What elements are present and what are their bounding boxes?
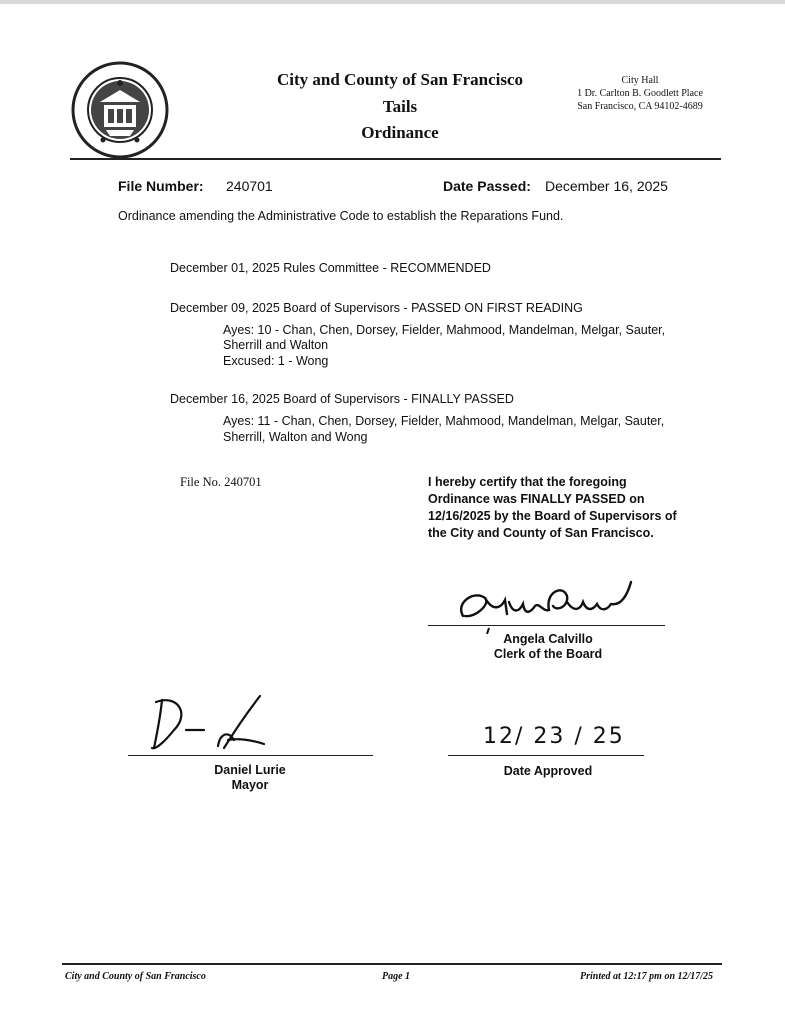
mayor-name: Daniel Lurie [214,763,286,777]
footer-page: Page 1 [382,971,411,982]
footer-printed: Printed at 12:17 pm on 12/17/25 [580,971,714,982]
approval-date-handwritten: 12/ 23 / 25 [483,724,625,749]
address-line-1: City Hall [621,75,659,86]
certification-line: Ordinance was FINALLY PASSED on [428,492,645,506]
date-passed-label: Date Passed: [443,178,531,194]
ordinance-summary: Ordinance amending the Administrative Code to establish the Reparations Fund. [118,209,564,223]
address-line-2: 1 Dr. Carlton B. Goodlett Place [577,88,703,99]
ayes-line: Ayes: 11 - Chan, Chen, Dorsey, Fielder, Mahmood, Mandelman, Melgar, Sauter, [223,414,665,428]
certification-line: the City and County of San Francisco. [428,526,654,540]
address-line-3: San Francisco, CA 94102-4689 [577,101,703,112]
subtitle: Tails [382,97,418,116]
file-number: 240701 [226,178,273,194]
excused-line: Excused: 1 - Wong [223,354,329,368]
org-title: City and County of San Francisco [276,70,524,89]
date-passed: December 16, 2025 [545,178,668,194]
footer-rule [62,963,722,965]
history-entry-2: December 09, 2025 Board of Supervisors - PASSED ON FIRST READING [170,301,583,315]
clerk-title: Clerk of the Board [493,647,603,661]
certification-text [428,474,698,542]
header-rule [70,158,721,160]
ayes-line: Sherrill, Walton and Wong [223,430,368,444]
clerk-signature-line [428,625,665,626]
certification-line: 12/16/2025 by the Board of Supervisors of [428,509,677,523]
mayor-signature [148,690,278,754]
ayes-line: Ayes: 10 - Chan, Chen, Dorsey, Fielder, Mahmood, Mandelman, Melgar, Sauter, [223,323,666,337]
certification-line: I hereby certify that the foregoing [428,475,627,489]
date-approved-line [448,755,644,756]
file-no: File No. 240701 [180,475,262,489]
ayes-line: Sherrill and Walton [223,338,329,352]
date-approved-label: Date Approved [503,764,593,778]
history-entry-1: December 01, 2025 Rules Committee - RECOMMENDED [170,261,491,275]
footer-left: City and County of San Francisco [65,971,206,982]
clerk-name: Angela Calvillo [503,632,593,646]
file-number-label: File Number: [118,178,204,194]
mayor-title: Mayor [231,778,269,792]
mayor-signature-line [128,755,373,756]
history-entry-3: December 16, 2025 Board of Supervisors - FINALLY PASSED [170,392,514,406]
document-type: Ordinance [361,123,439,142]
top-border [0,0,785,4]
city-seal-icon [70,60,170,160]
